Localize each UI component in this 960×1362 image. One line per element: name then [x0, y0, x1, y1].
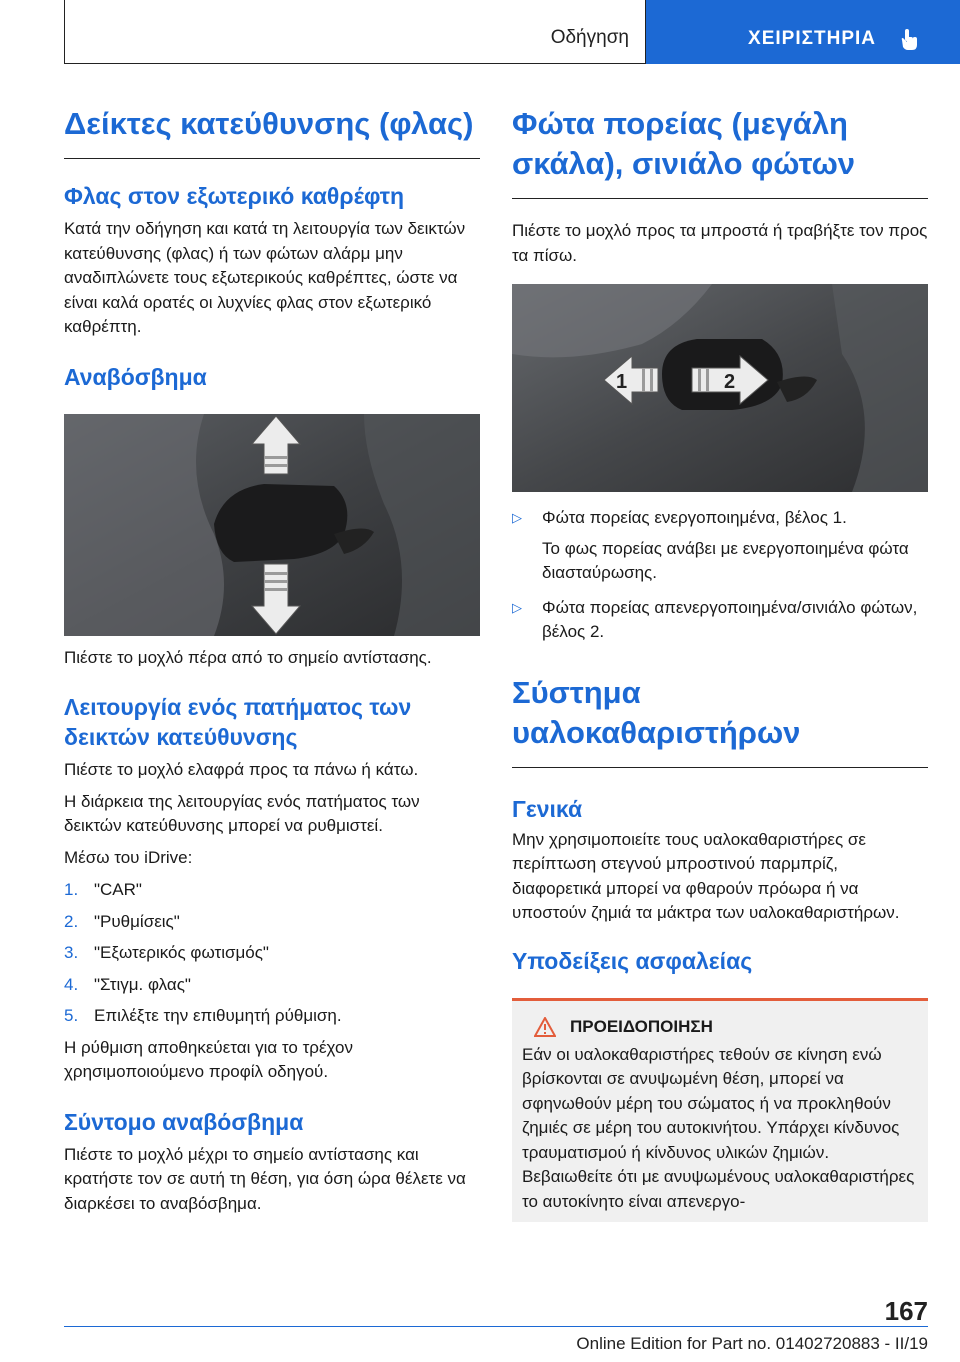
indent-spacer: [512, 537, 542, 586]
list-item: [64, 1004, 480, 1029]
heading-general: Γενικά: [512, 795, 583, 822]
fig-label-2: 2: [724, 371, 736, 393]
paragraph-mirror-signals: Κατά την οδήγηση και κατά τη λειτουργία των δεικτών κατεύθυνσης (φλας) ή των φώτων αλάρμ μην αναδιπλώνετε τους εξωτερικούς καθρέπτες, ώστε να είναι καλά ορατές οι λυχνίες φλας στον εξωτερικό καθρέπτη.: [64, 219, 466, 336]
paragraph-one-touch-1: Πιέστε το μοχλό ελαφρά προς τα πάνω ή κάτω.: [64, 760, 419, 779]
bullet-subtext: [512, 537, 928, 586]
paragraph-flashing: Πιέστε το μοχλό πέρα από το σημείο αντίστασης.: [64, 647, 432, 667]
step-number: 2.: [64, 911, 79, 931]
right-column: [512, 104, 928, 1222]
paragraph-profile: Η ρύθμιση αποθηκεύεται για το τρέχον χρησιμοποιούμενο προφίλ οδηγού.: [64, 1037, 353, 1081]
warning-box: [512, 1001, 928, 1223]
section-tab: [64, 0, 646, 64]
page-number: 167: [884, 1296, 928, 1326]
figure-stalk-up-down: [64, 414, 480, 636]
paragraph-high-beams: Πιέστε το μοχλό προς τα μπροστά ή τραβήξτε τον προς τα πίσω.: [512, 221, 928, 265]
bullet-text: Φώτα πορείας ενεργοποιημένα, βέλος 1.: [542, 508, 847, 527]
page-header: [64, 0, 960, 64]
hand-pointer-icon: [898, 28, 920, 52]
divider: [512, 767, 928, 768]
step-text: "CAR": [94, 880, 142, 899]
list-item: [64, 973, 480, 998]
step-text: "Στιγμ. φλας": [94, 974, 191, 994]
heading-brief-flashing: Σύντομο αναβόσβημα: [64, 1108, 304, 1135]
figure-stalk-forward-back: [512, 284, 928, 492]
list-item: [64, 878, 480, 903]
bullet-text: Φώτα πορείας απενεργοποιημένα/σινιάλο φώτων, βέλος 2.: [542, 597, 918, 641]
bullet-item: [512, 506, 928, 531]
chapter-tab: [646, 0, 960, 64]
warning-title: ΠΡΟΕΙΔΟΠΟΙΗΣΗ: [570, 1016, 713, 1036]
left-column: [64, 104, 480, 1216]
step-text: Επιλέξτε την επιθυμητή ρύθμιση.: [94, 1006, 342, 1025]
stalk-up-down-illustration: [64, 414, 480, 636]
paragraph-one-touch-2: Η διάρκεια της λειτουργίας ενός πατήματος των δεικτών κατεύθυνσης μπορεί να ρυθμιστεί.: [64, 791, 420, 835]
bullet-item: [512, 596, 928, 645]
chapter-label: ΧΕΙΡΙΣΤΗΡΙΑ: [748, 28, 876, 49]
list-item: [64, 941, 480, 966]
divider: [64, 158, 480, 159]
steps-list: [64, 878, 480, 1029]
heading-one-touch: Λειτουργία ενός πατήματος των δεικτών κατεύθυνσης: [64, 694, 412, 750]
edition-note: Online Edition for Part no. 01402720883 - II/19: [576, 1334, 928, 1353]
paragraph-brief-flashing: Πιέστε το μοχλό μέχρι το σημείο αντίστασης και κρατήστε τον σε αυτή τη θέση, για όση ώρα θέλετε να διαρκέσει το αναβόσβημα.: [64, 1144, 466, 1213]
divider: [512, 198, 928, 199]
footer-rule: [64, 1326, 928, 1327]
step-number: 1.: [64, 880, 79, 899]
warning-text: Εάν οι υαλοκαθαριστήρες τεθούν σε κίνηση ενώ βρίσκονται σε ανυψωμένη θέση, μπορεί να σφηνωθούν μέρη του σώματος ή να προκληθούν ζημιές σε μέρη του αυτοκινήτου. Υπάρχει κίνδυνος τραυματισμού ή κίνδυνος υλικών ζημιών. Βεβαιωθείτε ότι με ανυψωμένους υαλοκαθαριστήρες το αυτοκίνητο είναι απενεργο-: [522, 1044, 915, 1211]
section-label: Οδήγηση: [550, 27, 629, 48]
warning-header: [522, 1017, 920, 1037]
fig-label-1: 1: [616, 371, 628, 393]
step-number: 4.: [64, 974, 79, 994]
heading-mirror-signals: Φλας στον εξωτερικό καθρέφτη: [64, 183, 405, 209]
stalk-forward-back-illustration: [512, 284, 928, 492]
step-number: 5.: [64, 1006, 79, 1025]
step-text: "Εξωτερικός φωτισμός": [94, 943, 269, 962]
heading-turn-signals: Δείκτες κατεύθυνσης (φλας): [64, 106, 474, 141]
step-text: "Ρυθμίσεις": [94, 911, 180, 931]
paragraph-general: Μην χρησιμοποιείτε τους υαλοκαθαριστήρες σε περίπτωση στεγνού μπροστινού παρμπρίζ, διαφορετικά μπορεί να φθαρούν πρόωρα ή να υποστούν ζημιά τα μάκτρα των υαλοκαθαριστήρων.: [512, 829, 900, 922]
triangle-bullet-icon: ▷: [512, 510, 522, 525]
warning-triangle-icon: [534, 1017, 556, 1037]
heading-safety: Υποδείξεις ασφαλείας: [512, 947, 753, 974]
heading-wipers: Σύστημα υαλοκαθαριστήρων: [512, 674, 801, 750]
paragraph-idrive: Μέσω του iDrive:: [64, 847, 193, 867]
bullet-text: Το φως πορείας ανάβει με ενεργοποιημένα φώτα διασταύρωσης.: [542, 538, 909, 582]
heading-flashing: Αναβόσβημα: [64, 363, 207, 390]
list-item: [64, 910, 480, 935]
step-number: 3.: [64, 943, 79, 962]
triangle-bullet-icon: ▷: [512, 599, 522, 615]
heading-high-beams: Φώτα πορείας (μεγάλη σκάλα), σινιάλο φώτων: [512, 106, 856, 181]
